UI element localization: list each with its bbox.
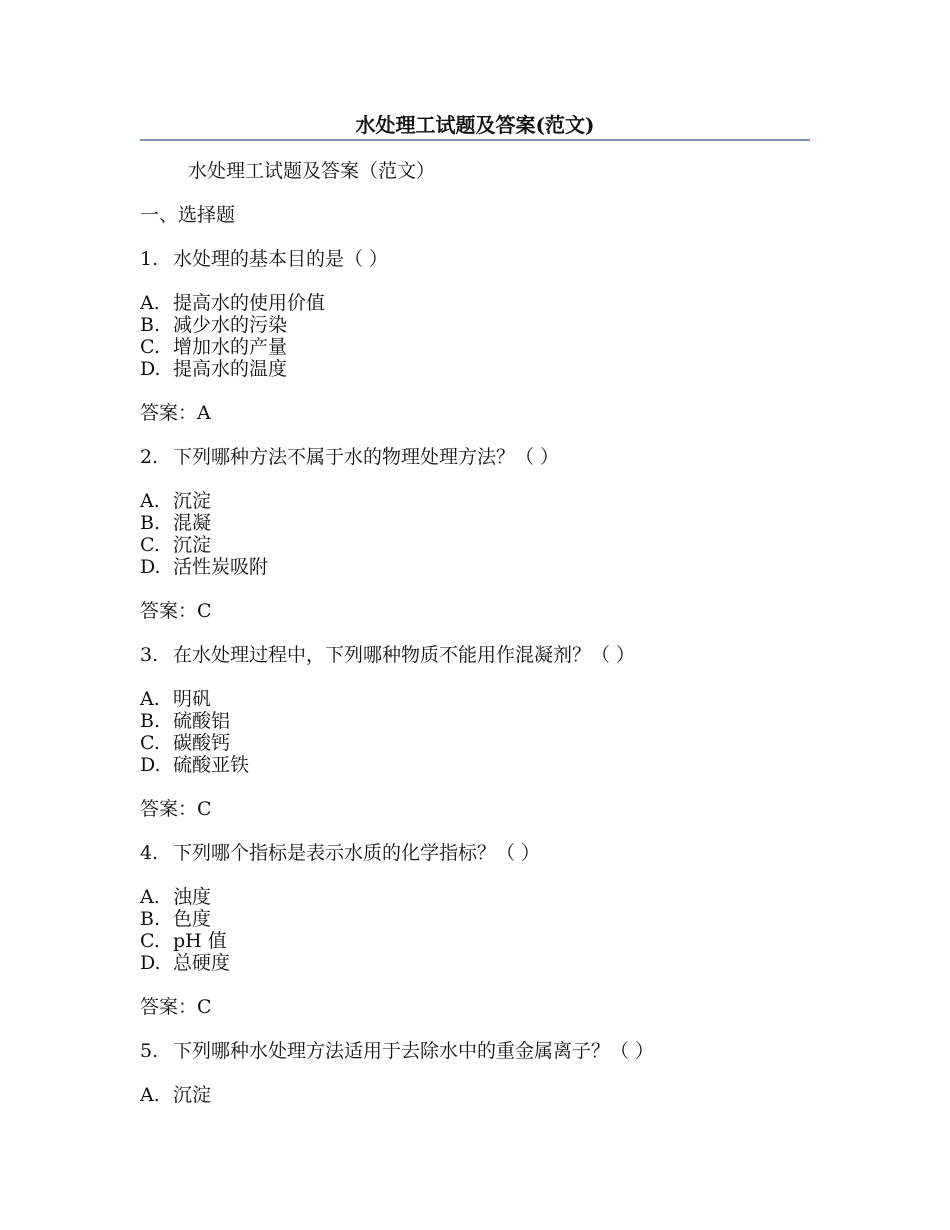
option-text: 色度 xyxy=(173,908,212,930)
question-item xyxy=(140,644,820,820)
answer-line xyxy=(140,402,820,424)
question-text xyxy=(140,644,820,666)
option-item xyxy=(140,556,820,578)
option-letter: A. xyxy=(140,688,160,710)
option-letter: B. xyxy=(140,512,161,534)
option-list xyxy=(140,490,820,578)
answer-value: C xyxy=(197,798,212,820)
question-number: 4. xyxy=(140,842,159,864)
option-letter: A. xyxy=(140,490,160,512)
option-letter: C. xyxy=(140,336,160,358)
question-stem: 下列哪种水处理方法适用于去除水中的重金属离子？（ ） xyxy=(173,1040,655,1062)
question-number: 1. xyxy=(140,248,159,270)
section-heading: 一、选择题 xyxy=(140,204,236,226)
option-letter: D. xyxy=(140,952,161,974)
option-list xyxy=(140,688,820,776)
option-text: 总硬度 xyxy=(173,952,231,974)
option-letter: C. xyxy=(140,534,160,556)
option-text: 活性炭吸附 xyxy=(173,556,269,578)
option-text: 硫酸铝 xyxy=(173,710,231,732)
answer-line xyxy=(140,600,820,622)
option-item xyxy=(140,710,820,732)
option-letter: C. xyxy=(140,732,160,754)
option-text: 提高水的使用价值 xyxy=(173,292,326,314)
option-list xyxy=(140,1084,820,1106)
option-item xyxy=(140,490,820,512)
option-letter: B. xyxy=(140,710,161,732)
question-text xyxy=(140,1040,820,1062)
option-text: pH 值 xyxy=(173,930,227,952)
question-item xyxy=(140,842,820,1018)
question-number: 2. xyxy=(140,446,159,468)
option-letter: B. xyxy=(140,908,161,930)
question-list xyxy=(140,248,820,1106)
option-text: 增加水的产量 xyxy=(173,336,288,358)
question-stem: 水处理的基本目的是（ ） xyxy=(173,248,389,270)
option-letter: D. xyxy=(140,556,161,578)
question-text xyxy=(140,842,820,864)
option-item xyxy=(140,1084,820,1106)
question-stem: 下列哪个指标是表示水质的化学指标？（ ） xyxy=(173,842,541,864)
option-text: 明矾 xyxy=(173,688,212,710)
option-item xyxy=(140,908,820,930)
option-item xyxy=(140,512,820,534)
question-number: 3. xyxy=(140,644,159,666)
question-stem: 下列哪种方法不属于水的物理处理方法？（ ） xyxy=(173,446,560,468)
option-text: 混凝 xyxy=(173,512,212,534)
option-letter: A. xyxy=(140,886,160,908)
question-item xyxy=(140,248,820,424)
option-text: 减少水的污染 xyxy=(173,314,288,336)
option-text: 浊度 xyxy=(173,886,212,908)
option-item xyxy=(140,292,820,314)
answer-label: 答案： xyxy=(140,798,198,820)
option-letter: A. xyxy=(140,292,160,314)
answer-value: C xyxy=(197,600,212,622)
option-item xyxy=(140,732,820,754)
question-text xyxy=(140,446,820,468)
answer-label: 答案： xyxy=(140,600,198,622)
option-text: 沉淀 xyxy=(173,534,212,556)
option-letter: D. xyxy=(140,358,161,380)
option-item xyxy=(140,754,820,776)
option-text: 沉淀 xyxy=(173,1084,212,1106)
option-item xyxy=(140,930,820,952)
option-item xyxy=(140,952,820,974)
option-list xyxy=(140,292,820,380)
question-text xyxy=(140,248,820,270)
option-item xyxy=(140,336,820,358)
option-item xyxy=(140,886,820,908)
option-item xyxy=(140,534,820,556)
header-divider xyxy=(140,139,810,141)
question-item xyxy=(140,446,820,622)
option-text: 硫酸亚铁 xyxy=(173,754,250,776)
option-letter: C. xyxy=(140,930,160,952)
option-letter: B. xyxy=(140,314,161,336)
option-item xyxy=(140,358,820,380)
option-text: 沉淀 xyxy=(173,490,212,512)
option-letter: D. xyxy=(140,754,161,776)
option-item xyxy=(140,688,820,710)
option-list xyxy=(140,886,820,974)
option-item xyxy=(140,314,820,336)
document-body xyxy=(140,160,820,1128)
page-header-title: 水处理工试题及答案(范文) xyxy=(355,113,595,137)
answer-value: C xyxy=(197,996,212,1018)
answer-label: 答案： xyxy=(140,402,198,424)
question-stem: 在水处理过程中，下列哪种物质不能用作混凝剂？（ ） xyxy=(173,644,636,666)
document-subtitle: 水处理工试题及答案（范文） xyxy=(188,160,436,182)
option-text: 提高水的温度 xyxy=(173,358,288,380)
answer-label: 答案： xyxy=(140,996,198,1018)
question-item xyxy=(140,1040,820,1106)
answer-line xyxy=(140,798,820,820)
answer-value: A xyxy=(197,402,211,424)
answer-line xyxy=(140,996,820,1018)
option-text: 碳酸钙 xyxy=(173,732,231,754)
question-number: 5. xyxy=(140,1040,159,1062)
option-letter: A. xyxy=(140,1084,160,1106)
